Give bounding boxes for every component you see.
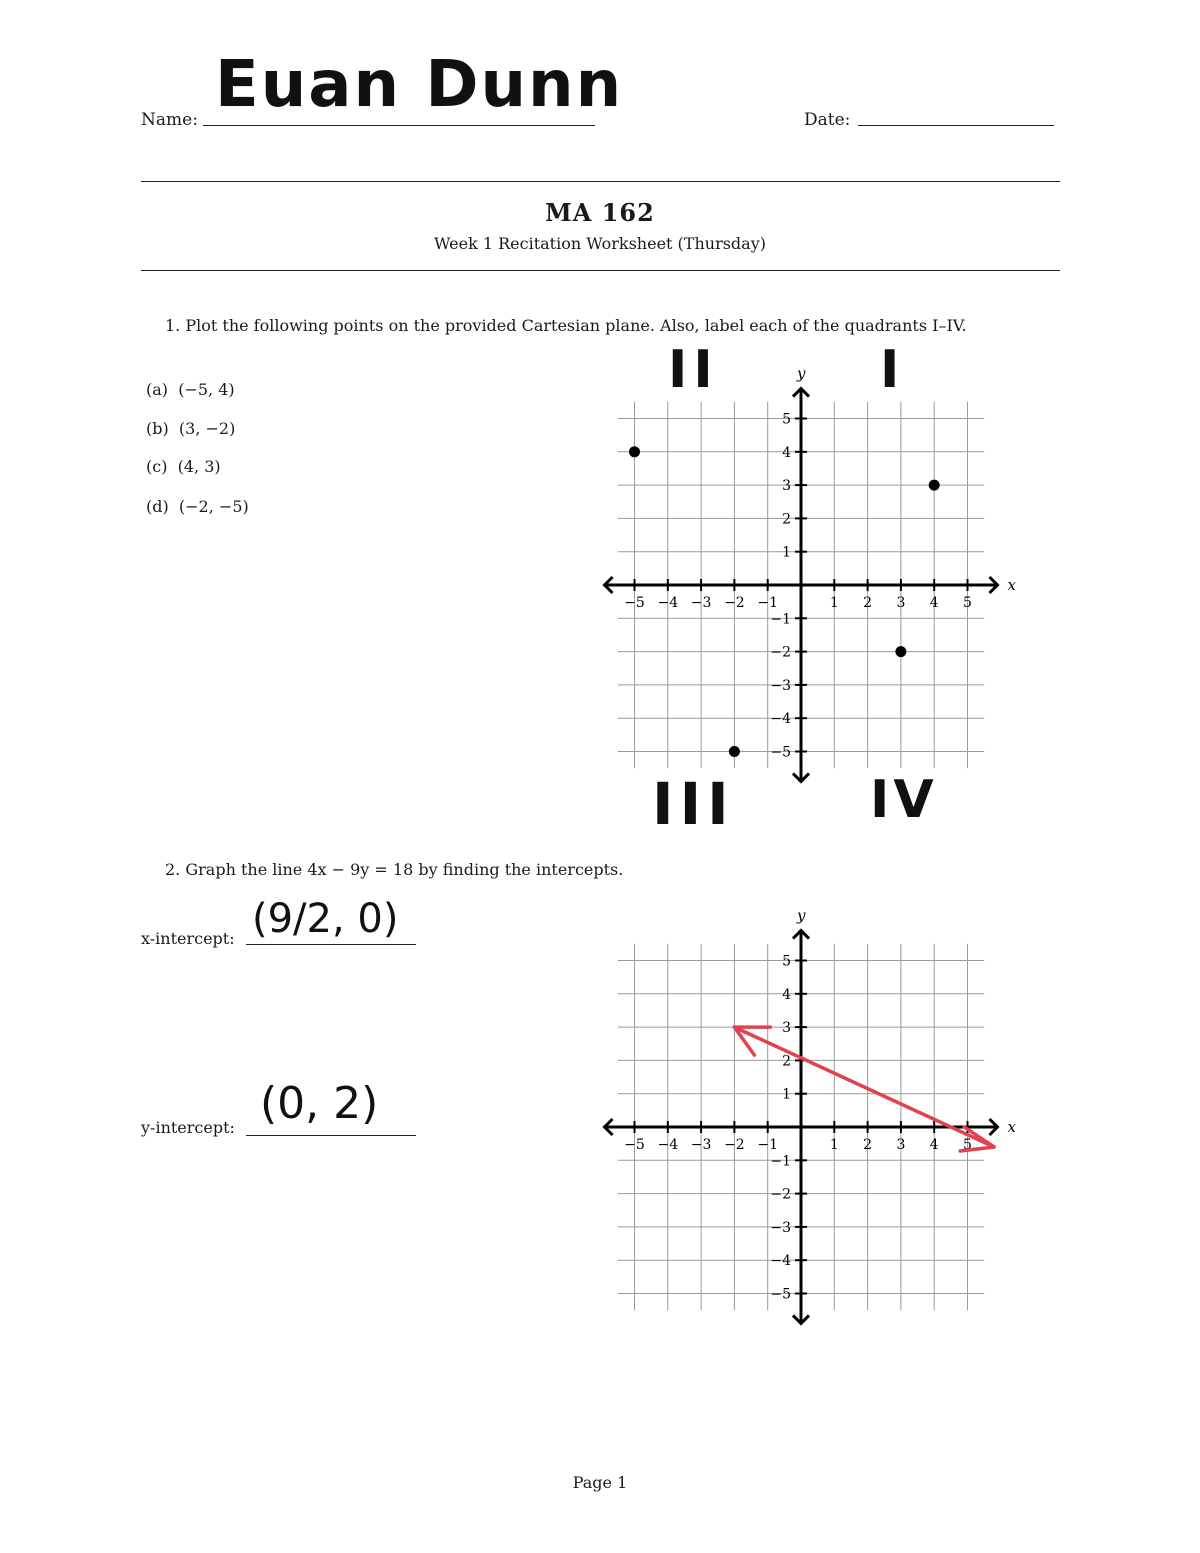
item-label: (a) (146, 380, 169, 399)
y-tick-label: 2 (782, 511, 791, 528)
y-tick-label: −2 (770, 1186, 791, 1203)
item-point: (−2, −5) (178, 497, 249, 516)
x-tick-label: −4 (657, 595, 679, 611)
quadrant-label-ii: II (668, 340, 719, 400)
x-tick-label: 3 (896, 1137, 906, 1153)
y-tick-label: 4 (782, 444, 791, 461)
x-tick-label: 2 (863, 1137, 873, 1153)
y-tick-label: −5 (770, 1286, 791, 1303)
name-line (203, 125, 595, 126)
y-tick-label: 5 (782, 953, 791, 970)
x-tick-label: 5 (963, 595, 972, 611)
y-tick-label: 5 (782, 411, 791, 428)
item-point: (−5, 4) (178, 380, 235, 399)
x-axis-label: x (1007, 1118, 1016, 1136)
quadrant-label-iii: III (652, 770, 735, 838)
cartesian-plane-2 (590, 898, 1030, 1338)
x-tick-label: −2 (724, 1137, 745, 1153)
y-axis-label: y (797, 906, 806, 925)
title-top-rule (141, 181, 1060, 182)
worksheet-subtitle: Week 1 Recitation Worksheet (Thursday) (433, 234, 766, 253)
x-tick-label: 3 (896, 595, 906, 611)
x-tick-label: −5 (624, 595, 645, 611)
date-line (858, 125, 1054, 126)
y-tick-label: −1 (770, 1153, 791, 1170)
y-intercept-answer: (0, 2) (260, 1078, 379, 1129)
y-tick-label: 1 (782, 544, 791, 561)
x-intercept-label: x-intercept: (141, 929, 235, 948)
x-tick-label: −1 (757, 595, 779, 611)
y-tick-label: −2 (770, 644, 791, 661)
item-label: (d) (146, 497, 169, 516)
item-point: (3, −2) (178, 419, 236, 438)
quadrant-label-iv: IV (870, 770, 938, 830)
x-tick-label: 2 (863, 595, 873, 611)
y-tick-label: −3 (770, 677, 791, 694)
x-tick-label: 5 (963, 1137, 972, 1153)
x-tick-label: 4 (929, 1137, 939, 1153)
y-tick-label: −4 (770, 711, 791, 728)
item-label: (b) (146, 419, 169, 438)
y-axis-label: y (797, 364, 806, 383)
y-tick-label: 3 (782, 478, 791, 495)
y-tick-label: 2 (782, 1053, 791, 1070)
x-tick-label: −1 (757, 1137, 779, 1153)
x-intercept-line (246, 944, 416, 945)
item-label: (c) (146, 457, 168, 476)
graphed-line (734, 1027, 994, 1147)
x-tick-label: 1 (829, 595, 839, 611)
y-intercept-line (246, 1135, 416, 1136)
y-intercept-label: y-intercept: (141, 1118, 235, 1137)
problem1-item-a (146, 380, 235, 399)
y-tick-label: 4 (782, 986, 791, 1003)
y-tick-label: 1 (782, 1086, 791, 1103)
y-tick-label: −4 (770, 1253, 791, 1270)
plotted-point (629, 446, 640, 457)
y-tick-label: −3 (770, 1219, 791, 1236)
x-tick-label: 4 (929, 595, 939, 611)
plotted-point (895, 646, 906, 657)
x-intercept-answer: (9/2, 0) (252, 896, 399, 942)
quadrant-label-i: I (880, 340, 900, 400)
x-tick-label: −3 (690, 595, 712, 611)
problem1-item-c (146, 457, 221, 476)
x-tick-label: 1 (829, 1137, 839, 1153)
x-tick-label: −4 (657, 1137, 679, 1153)
problem1-item-d (146, 497, 249, 516)
page-number: Page 1 (572, 1473, 628, 1492)
problem1-item-b (146, 419, 235, 438)
plotted-point (729, 746, 740, 757)
plotted-point (929, 480, 940, 491)
y-tick-label: −5 (770, 744, 791, 761)
date-label: Date: (804, 110, 851, 130)
item-point: (4, 3) (177, 457, 221, 476)
y-tick-label: −1 (770, 611, 791, 628)
title-bottom-rule (141, 270, 1060, 271)
problem2-prompt: 2. Graph the line 4x − 9y = 18 by finding the intercepts. (165, 860, 624, 879)
y-tick-label: 3 (782, 1020, 791, 1037)
course-title: MA 162 (545, 198, 655, 227)
cartesian-plane-1 (590, 355, 1030, 805)
x-axis-label: x (1007, 576, 1016, 594)
problem1-prompt: 1. Plot the following points on the provided Cartesian plane. Also, label each of the quadrants I–IV. (165, 316, 967, 335)
x-tick-label: −2 (724, 595, 745, 611)
x-tick-label: −5 (624, 1137, 645, 1153)
name-label: Name: (141, 110, 198, 130)
x-tick-label: −3 (690, 1137, 712, 1153)
name-handwriting: Euan Dunn (215, 48, 624, 122)
